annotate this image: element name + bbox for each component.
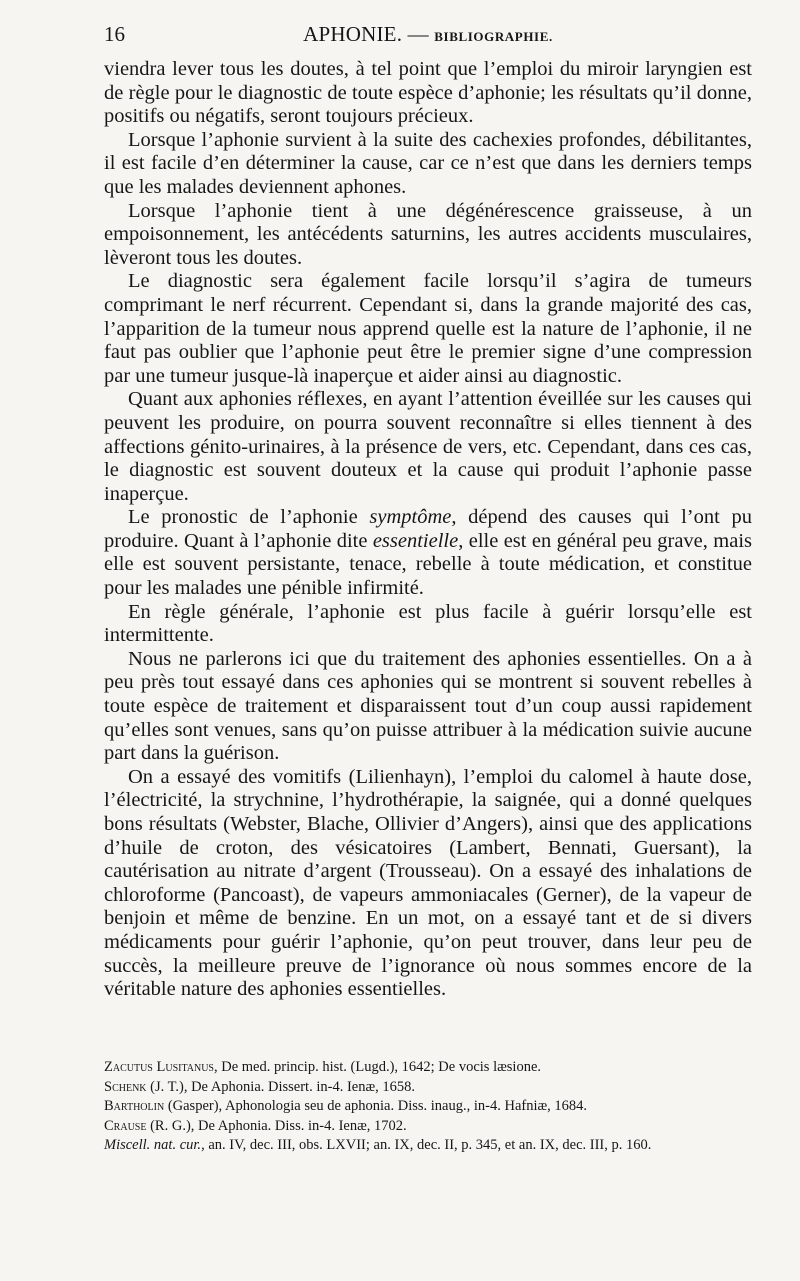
bibliography-author: Crause	[104, 1117, 147, 1134]
text-run: Le pronostic de l’aphonie	[128, 506, 370, 529]
page-number: 16	[104, 22, 125, 46]
paragraph: On a essayé des vomitifs (Lilienhayn), l’emploi du calomel à haute dose, l’électricité, la strychnine, l’hydrothérapie, la saignée, qui a donné quelques bons résultats (Webster, Blache, Ollivier d’Angers), ainsi que des applications d’huile de croton, des vésicatoires (Lambert, Bennati, Guersant), la cautérisation au nitrate d’argent (Trousseau). On a essayé des inhalations de chloroforme (Pancoast), de vapeurs ammoniacales (Gerner), de la vapeur de benjoin et même de benzine. En un mot, on a essayé tant et de si divers médicaments pour guérir l’aphonie, qu’on peut trouver, dans leur peu de succès, la meilleure preuve de l’ignorance où nous sommes encore de la véritable nature des aphonies essentielles.	[104, 765, 752, 1001]
bibliography-author: Miscell. nat. cur.	[104, 1137, 202, 1154]
bibliography-entry	[104, 1058, 752, 1078]
bibliography-entry	[104, 1136, 752, 1156]
bibliography-author: Schenk	[104, 1078, 147, 1095]
bibliography-entry	[104, 1097, 752, 1117]
bibliography-entry	[104, 1117, 752, 1137]
bibliography-details: , an. IV, dec. III, obs. LXVII; an. IX, dec. II, p. 345, et an. IX, dec. III, p. 160.	[201, 1137, 652, 1154]
body-text	[104, 58, 752, 1002]
paragraph: Quant aux aphonies réflexes, en ayant l’attention éveillée sur les causes qui peuvent les produire, on pourra souvent reconnaître si elles tiennent à des affections génito-urinaires, à la présence de vers, etc. Cependant, dans ces cas, le diagnostic est souvent douteux et la cause qui produit l’aphonie passe inaperçue.	[104, 388, 752, 505]
bibliography-details: , De med. princip. hist. (Lugd.), 1642; De vocis læsione.	[214, 1059, 542, 1075]
paragraph-pronostic	[104, 506, 752, 600]
paragraph: Lorsque l’aphonie survient à la suite des cachexies profondes, débilitantes, il est facile d’en déterminer la cause, car ce n’est que dans les derniers temps que les malades deviennent aphones.	[104, 128, 752, 198]
bibliography	[104, 1058, 752, 1156]
bibliography-entry	[104, 1078, 752, 1098]
bibliography-details: (Gasper), Aphonologia seu de aphonia. Diss. inaug., in-4. Hafniæ, 1684.	[164, 1098, 588, 1115]
paragraph: Le diagnostic sera également facile lorsqu’il s’agira de tumeurs comprimant le nerf récurrent. Cependant si, dans la grande majorité des cas, l’apparition de la tumeur nous apprend quelle est la nature de l’aphonie, il ne faut pas oublier que l’aphonie peut être le premier signe d’une compression par une tumeur jusque-là inaperçue et aider ainsi au diagnostic.	[104, 270, 752, 387]
text-run: , elle est en général peu grave, mais elle est souvent persistante, tenace, rebelle à toute médication, et constitue pour les malades une pénible infirmité.	[104, 529, 752, 600]
page-header	[104, 22, 752, 50]
bibliography-author: Bartholin	[104, 1098, 165, 1115]
paragraph: En règle générale, l’aphonie est plus facile à guérir lorsqu’elle est intermittente.	[104, 600, 752, 647]
running-head-section: BIBLIOGRAPHIE.	[434, 29, 553, 44]
running-head-title: APHONIE.	[303, 22, 403, 46]
paragraph: Nous ne parlerons ici que du traitement des aphonies essentielles. On a à peu près tout essayé dans ces aphonies qui se montrent si souvent rebelles à toute espèce de traitement et disparaissent tout d’un coup aussi rapidement qu’elles sont venues, sans qu’on puisse attribuer à la médication suivie aucune part dans la guérison.	[104, 647, 752, 765]
italic-term: essentielle	[372, 529, 459, 552]
italic-term: symptôme	[369, 506, 452, 529]
bibliography-details: (R. G.), De Aphonia. Diss. in-4. Ienæ, 1702.	[146, 1117, 407, 1134]
running-head-separator: —	[407, 22, 429, 46]
running-head	[104, 22, 752, 47]
paragraph: viendra lever tous les doutes, à tel point que l’emploi du miroir laryngien est de règle pour le diagnostic de toute espèce d’aphonie; les résultats qu’il donne, positifs ou négatifs, seront toujours précieux.	[104, 58, 752, 128]
paragraph: Lorsque l’aphonie tient à une dégénérescence graisseuse, à un empoisonnement, les antécédents saturnins, les autres accidents musculaires, lèveront tous les doutes.	[104, 199, 752, 269]
text-run: , dépend des causes qui l’ont pu produire. Quant à l’aphonie dite	[104, 506, 752, 552]
bibliography-details: (J. T.), De Aphonia. Dissert. in-4. Ienæ, 1658.	[146, 1078, 415, 1095]
bibliography-author: Zacutus Lusitanus	[104, 1059, 214, 1075]
